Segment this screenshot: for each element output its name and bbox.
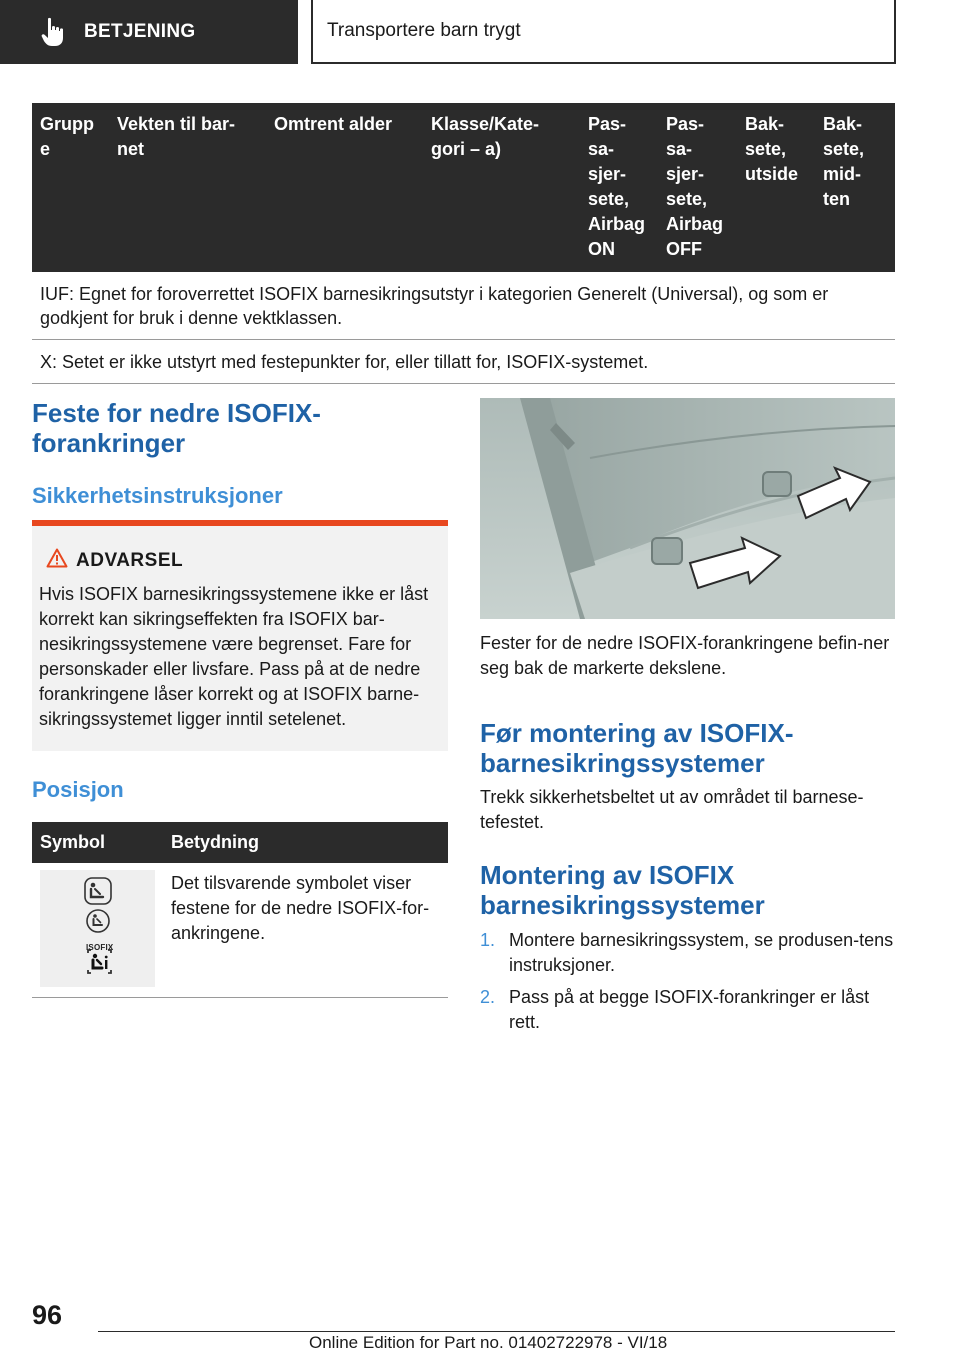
step-number: 2. [480,987,496,1007]
col-header-passenger-airbag-on: Pas- sa- sjer- sete, Airbag ON [580,103,658,272]
table-header-row [32,103,895,272]
symbol-table [32,822,448,998]
warning-triangle-icon [46,548,68,573]
col-header-symbol: Symbol [32,822,163,863]
table-header-row [32,822,448,863]
safety-heading: Sikkerhetsinstruksjoner [32,483,283,508]
step-text: Montere barnesikringssystem, se produsen-tens instruksjoner. [509,930,894,975]
hand-pointer-icon [34,12,74,52]
list-item [480,928,895,978]
before-mounting-heading: Før montering av ISOFIX- barnesikringssystemer [480,718,794,778]
weight-class-table [32,103,895,384]
section-label: BETJENING [84,21,196,42]
photo-caption: Fester for de nedre ISOFIX-forankringene befin-ner seg bak de markerte dekslene. [480,633,890,678]
step-text: Pass på at begge ISOFIX-forankringer er låst rett. [509,987,870,1032]
symbol-meaning: Det tilsvarende symbolet viser festene for de nedre ISOFIX-for-ankringene. [163,863,448,998]
footer-divider [98,1331,895,1332]
position-heading: Posisjon [32,777,124,802]
chapter-header [311,0,896,64]
before-mounting-text: Trekk sikkerhetsbeltet ut av området til barnese-tefestet. [480,787,864,832]
mounting-heading: Montering av ISOFIX barnesikringssystemer [480,860,765,920]
table-row [32,272,895,340]
section-tab [0,0,298,64]
col-header-age: Omtrent alder [266,103,423,272]
section-heading: Feste for nedre ISOFIX- forankringer [32,398,321,458]
warning-text: Hvis ISOFIX barnesikringssystemene ikke er låst korrekt kan sikringseffekten fra ISOFIX bar-nesikringssystemene være begrenset. Fare for personskader eller livsfare. Pass på at de nedre forankringene låser korrekt og at ISOFIX barne-sikringssystemet ligger inntil setelenet. [39,584,429,729]
table-row [32,863,448,998]
isofix-symbols [40,870,155,987]
isofix-child-seat-icon [40,870,155,987]
footer-edition: Online Edition for Part no. 01402722978 - VI/18 [309,1333,668,1352]
warning-title: ADVARSEL [76,550,184,571]
col-header-passenger-airbag-off: Pas- sa- sjer- sete, Airbag OFF [658,103,737,272]
col-header-rear-outer: Bak- sete, utside [737,103,815,272]
warning-box [32,520,448,751]
col-header-rear-middle: Bak- sete, mid- ten [815,103,895,272]
symbol-cell [32,863,163,998]
table-note-iuf: IUF: Egnet for foroverrettet ISOFIX barnesikringsutstyr i kategorien Generelt (Universal), og som er godkjent for bruk i denne vektklassen. [32,272,895,340]
table-note-x: X: Setet er ikke utstyrt med festepunkter for, eller tillatt for, ISOFIX-systemet. [32,340,895,384]
chapter-title: Transportere barn trygt [327,20,521,41]
mounting-steps [480,928,895,1042]
step-number: 1. [480,930,496,950]
isofix-label: ISOFIX [86,943,114,952]
table-row [32,340,895,384]
col-header-group: Grupp e [32,103,109,272]
page-number: 96 [32,1300,63,1330]
list-item [480,985,895,1035]
col-header-meaning: Betydning [163,822,448,863]
col-header-class: Klasse/Kate- gori – a) [423,103,580,272]
col-header-weight: Vekten til bar- net [109,103,266,272]
isofix-anchor-photo [480,398,895,619]
